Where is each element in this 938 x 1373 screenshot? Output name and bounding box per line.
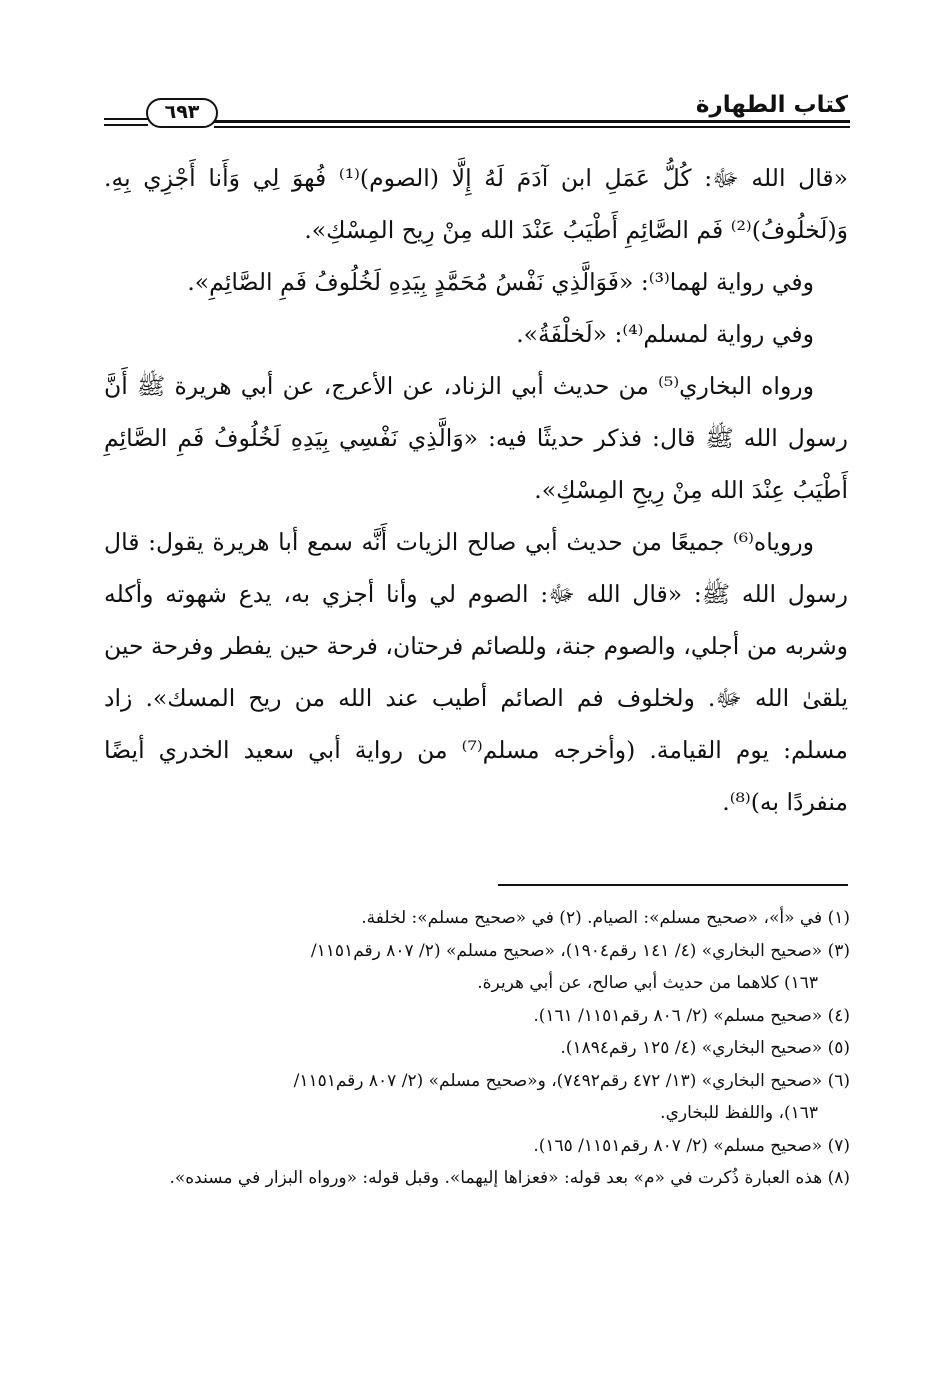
footnote: (٤) «صحيح مسلم» (٢/ ٨٠٦ رقم١١٥١/ ١٦١). bbox=[533, 1005, 850, 1026]
paragraph: وفي رواية لهما⁽³⁾: «فَوَالَّذِي نَفْسُ مُحَمَّدٍ بِيَدِهِ لَخُلُوفُ فَمِ الصَّائِمِ». bbox=[187, 268, 814, 296]
paragraph: وفي رواية لمسلم⁽⁴⁾: «لَخلْفَةُ». bbox=[516, 320, 814, 348]
header-left-rule bbox=[104, 124, 148, 126]
main-text bbox=[104, 152, 848, 828]
footnote-continuation: ١٦٣) كلاهما من حديث أبي صالح، عن أبي هريرة. bbox=[477, 973, 818, 993]
footnote-continuation: ١٦٣)، واللفظ للبخاري. bbox=[660, 1103, 818, 1123]
paragraph: وروياه⁽⁶⁾ جميعًا من حديث أبي صالح الزيات أَنَّه سمع أبا هريرة يقول: قال رسول الله ﷺ: «قال الله ﷻ: الصوم لي وأنا أجزي به، يدع شهوته وأكله وشربه من أجلي، والصوم جنة، وللصائم فرحتان، فرحة حين يفطر وفرحة حين يلقىٰ الله ﷻ. ولخلوف فم الصائم أطيب عند الله من ريح المسك». زاد مسلم: يوم القيامة. (وأخرجه مسلم⁽⁷⁾ من رواية أبي سعيد الخدري أيضًا منفردًا به)⁽⁸⁾. bbox=[104, 528, 848, 816]
chapter-title: كتاب الطهارة bbox=[695, 92, 848, 118]
footnotes bbox=[104, 902, 850, 1195]
footnote: (٨) هذه العبارة ذُكرت في «م» بعد قوله: «فعزاها إليهما». وقبل قوله: «ورواه البزار في مسنده». bbox=[169, 1168, 850, 1188]
footnote: (٧) «صحيح مسلم» (٢/ ٨٠٧ رقم١١٥١/ ١٦٥). bbox=[533, 1135, 850, 1156]
header-left-rule bbox=[104, 118, 148, 120]
header-rule bbox=[214, 120, 850, 123]
running-header bbox=[104, 88, 850, 134]
paragraph: «قال الله ﷻ: كُلُّ عَمَلِ ابن آدَمَ لَهُ إِلَّا (الصوم)⁽¹⁾ فُهوَ لِي وَأَنا أَجْزِي بِهِ. وَ(لَخلُوفُ)⁽²⁾ فَم الصَّائِمِ أَطْيَبُ عَنْدَ الله مِنْ رِيح المِسْكِ». bbox=[104, 164, 848, 244]
footnote: (١) في «أ»، «صحيح مسلم»: الصيام. (٢) في «صحيح مسلم»: لخلفة. bbox=[361, 908, 850, 928]
footnote-separator bbox=[498, 884, 848, 886]
paragraph: ورواه البخاري⁽⁵⁾ من حديث أبي الزناد، عن الأعرج، عن أبي هريرة ﷺ أَنَّ رسول الله ﷺ قال: فذكر حديثًا فيه: «وَالَّذِي نَفْسِي بِيَدِهِ لَخُلُوفُ فَمِ الصَّائِمِ أَطْيَبُ عِنْدَ الله مِنْ رِيحِ المِسْكِ». bbox=[104, 372, 848, 504]
footnote: (٣) «صحيح البخاري» (٤/ ١٤١ رقم١٩٠٤)، «صحيح مسلم» (٢/ ٨٠٧ رقم١١٥١/ bbox=[310, 940, 850, 961]
footnote: (٦) «صحيح البخاري» (١٣/ ٤٧٢ رقم٧٤٩٢)، و«صحيح مسلم» (٢/ ٨٠٧ رقم١١٥١/ bbox=[293, 1070, 850, 1091]
page-number: ٦٩٣ bbox=[146, 98, 218, 128]
footnote: (٥) «صحيح البخاري» (٤/ ١٢٥ رقم١٨٩٤). bbox=[560, 1038, 850, 1058]
header-rule bbox=[214, 126, 850, 128]
